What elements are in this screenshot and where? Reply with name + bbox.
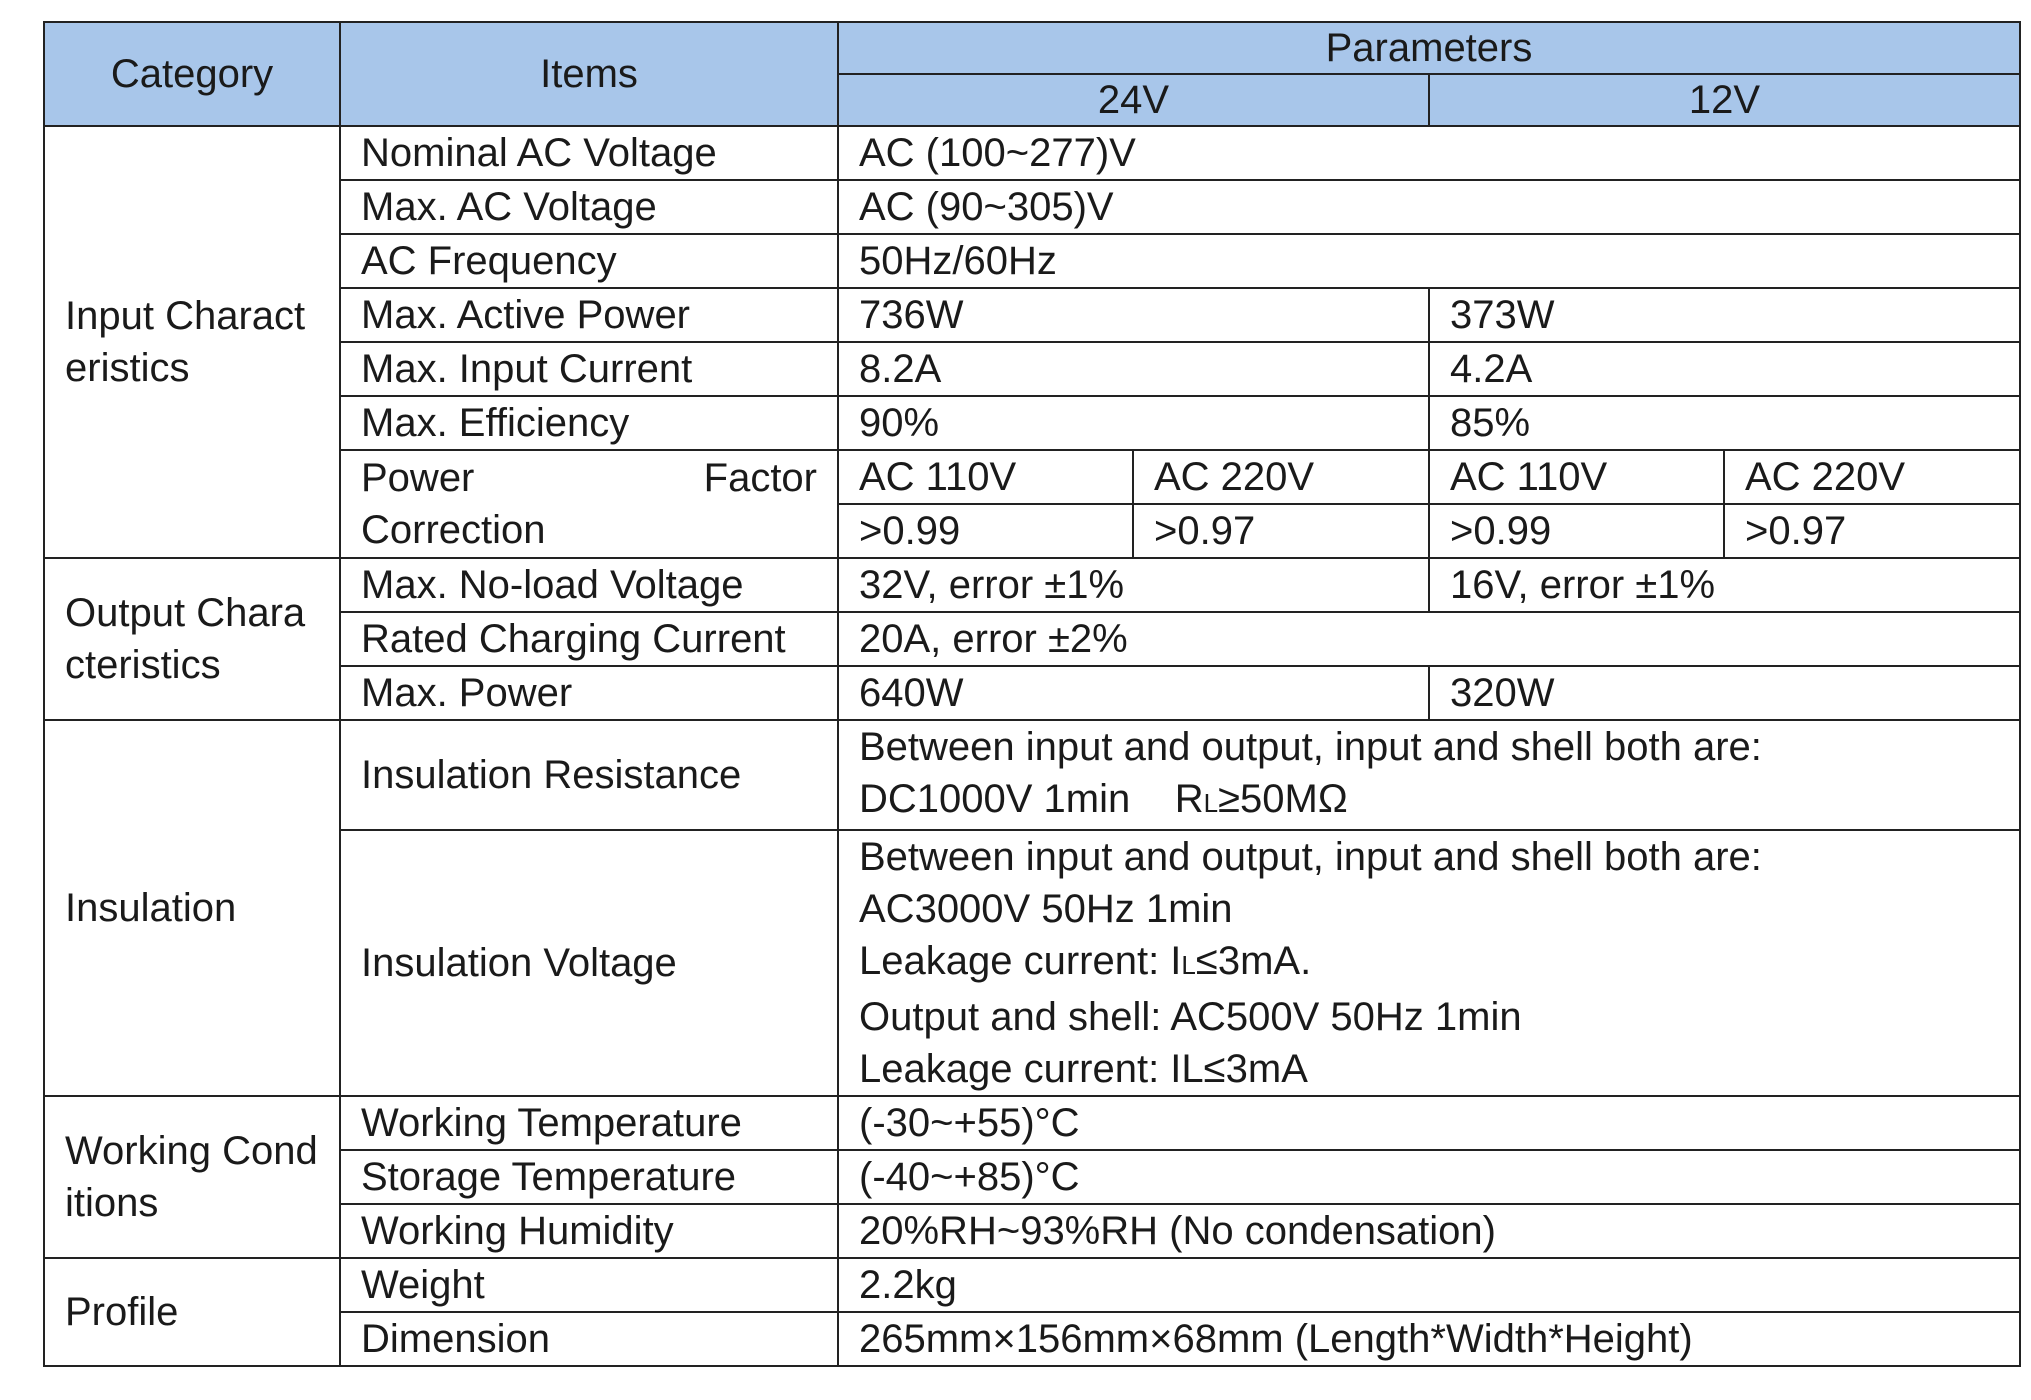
item-ac-frequency: AC Frequency <box>340 234 838 288</box>
value-max-input-current-24v: 8.2A <box>838 342 1429 396</box>
pfc-word-correction: Correction <box>361 508 546 552</box>
value-ac-frequency: 50Hz/60Hz <box>838 234 2020 288</box>
pfc-24v-ac220-label: AC 220V <box>1133 450 1429 504</box>
table-row <box>44 396 2020 450</box>
value-max-efficiency-12v: 85% <box>1429 396 2020 450</box>
insulation-voltage-line1: Between input and output, input and shell both are: <box>859 835 1762 879</box>
pfc-12v-ac110-label: AC 110V <box>1429 450 1724 504</box>
item-max-ac-voltage: Max. AC Voltage <box>340 180 838 234</box>
value-max-power-12v: 320W <box>1429 666 2020 720</box>
item-insulation-resistance: Insulation Resistance <box>340 720 838 830</box>
resistance-r-subscript: L <box>1203 788 1219 818</box>
item-nominal-ac-voltage: Nominal AC Voltage <box>340 126 838 180</box>
value-dimension: 265mm×156mm×68mm (Length*Width*Height) <box>838 1312 2020 1366</box>
table-row <box>44 830 2020 1096</box>
item-max-efficiency: Max. Efficiency <box>340 396 838 450</box>
insulation-voltage-line3-b: ≤3mA. <box>1195 939 1312 983</box>
value-max-input-current-12v: 4.2A <box>1429 342 2020 396</box>
item-max-noload-voltage: Max. No-load Voltage <box>340 558 838 612</box>
value-nominal-ac-voltage: AC (100~277)V <box>838 126 2020 180</box>
table-row <box>44 180 2020 234</box>
header-category: Category <box>44 22 340 126</box>
value-max-noload-voltage-24v: 32V, error ±1% <box>838 558 1429 612</box>
resistance-r: R <box>1174 777 1204 821</box>
table-row <box>44 450 2020 504</box>
category-output: Output Characteristics <box>44 558 340 720</box>
resistance-line1: Between input and output, input and shell both are: <box>859 725 1762 769</box>
pfc-24v-ac110-value: >0.99 <box>838 504 1133 558</box>
spec-table <box>43 21 2021 1367</box>
header-parameters: Parameters <box>838 22 2020 74</box>
table-row <box>44 1204 2020 1258</box>
pfc-line1 <box>361 452 817 504</box>
table-row <box>44 558 2020 612</box>
header-row-1 <box>44 22 2020 74</box>
resistance-line2 <box>859 773 1999 829</box>
item-power-factor-correction <box>340 450 838 558</box>
value-insulation-resistance <box>838 720 2020 830</box>
pfc-word-power: Power <box>361 456 475 500</box>
value-insulation-voltage <box>838 830 2020 1096</box>
value-weight: 2.2kg <box>838 1258 2020 1312</box>
value-max-power-24v: 640W <box>838 666 1429 720</box>
value-max-noload-voltage-12v: 16V, error ±1% <box>1429 558 2020 612</box>
table-row <box>44 234 2020 288</box>
table-row <box>44 612 2020 666</box>
category-input: Input Characteristics <box>44 126 340 558</box>
pfc-12v-ac110-value: >0.99 <box>1429 504 1724 558</box>
insulation-voltage-i-subscript: L <box>1181 950 1196 980</box>
table-row <box>44 126 2020 180</box>
resistance-line2-a: DC1000V 1min <box>859 777 1131 821</box>
value-rated-charging-current: 20A, error ±2% <box>838 612 2020 666</box>
pfc-word-factor: Factor <box>703 456 817 500</box>
category-working: Working Conditions <box>44 1096 340 1258</box>
table-row <box>44 1258 2020 1312</box>
table-row <box>44 342 2020 396</box>
item-weight: Weight <box>340 1258 838 1312</box>
pfc-12v-ac220-value: >0.97 <box>1724 504 2020 558</box>
table-row <box>44 1312 2020 1366</box>
table-row <box>44 720 2020 830</box>
item-rated-charging-current: Rated Charging Current <box>340 612 838 666</box>
insulation-voltage-line4: Output and shell: AC500V 50Hz 1min <box>859 995 1522 1039</box>
insulation-voltage-line3 <box>859 935 1999 991</box>
item-insulation-voltage: Insulation Voltage <box>340 830 838 1096</box>
table-row <box>44 666 2020 720</box>
category-profile: Profile <box>44 1258 340 1366</box>
item-working-temperature: Working Temperature <box>340 1096 838 1150</box>
item-working-humidity: Working Humidity <box>340 1204 838 1258</box>
value-max-active-power-24v: 736W <box>838 288 1429 342</box>
header-24v: 24V <box>838 74 1429 126</box>
value-max-active-power-12v: 373W <box>1429 288 2020 342</box>
insulation-voltage-line2: AC3000V 50Hz 1min <box>859 887 1233 931</box>
value-max-efficiency-24v: 90% <box>838 396 1429 450</box>
resistance-line2-b: ≥50MΩ <box>1218 777 1348 821</box>
value-max-ac-voltage: AC (90~305)V <box>838 180 2020 234</box>
item-max-active-power: Max. Active Power <box>340 288 838 342</box>
header-12v: 12V <box>1429 74 2020 126</box>
table-row <box>44 288 2020 342</box>
item-storage-temperature: Storage Temperature <box>340 1150 838 1204</box>
value-working-humidity: 20%RH~93%RH (No condensation) <box>838 1204 2020 1258</box>
pfc-12v-ac220-label: AC 220V <box>1724 450 2020 504</box>
item-dimension: Dimension <box>340 1312 838 1366</box>
pfc-24v-ac110-label: AC 110V <box>838 450 1133 504</box>
value-storage-temperature: (-40~+85)°C <box>838 1150 2020 1204</box>
pfc-24v-ac220-value: >0.97 <box>1133 504 1429 558</box>
insulation-voltage-line3-a: Leakage current: I <box>859 939 1182 983</box>
header-items: Items <box>340 22 838 126</box>
item-max-input-current: Max. Input Current <box>340 342 838 396</box>
insulation-voltage-line5: Leakage current: IL≤3mA <box>859 1047 1308 1091</box>
item-max-power: Max. Power <box>340 666 838 720</box>
table-row <box>44 1150 2020 1204</box>
table-row <box>44 1096 2020 1150</box>
value-working-temperature: (-30~+55)°C <box>838 1096 2020 1150</box>
category-insulation: Insulation <box>44 720 340 1096</box>
